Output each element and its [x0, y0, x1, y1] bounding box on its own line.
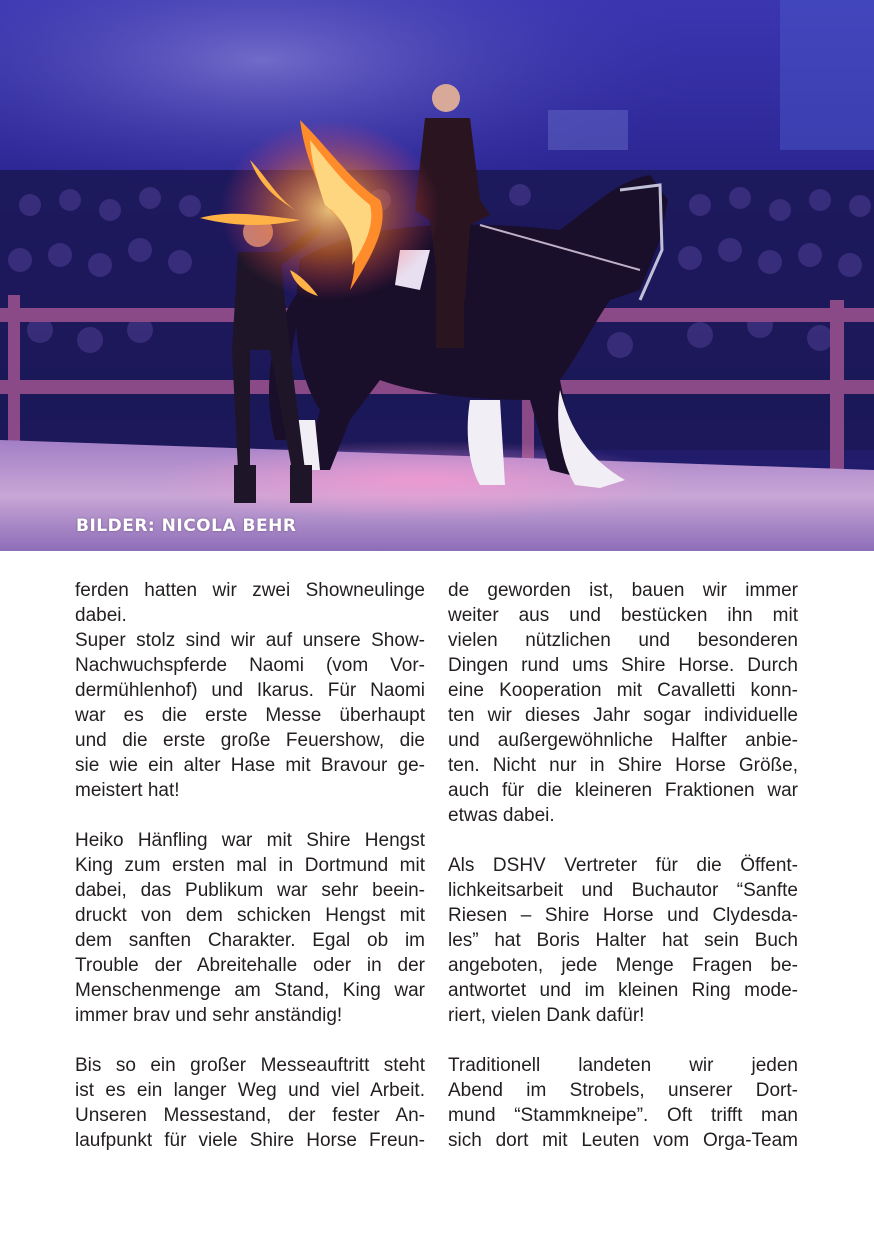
text-line: Menschenmenge am Stand, King war	[75, 980, 425, 1001]
paragraph-gap	[75, 1028, 425, 1053]
fire-show-photo	[0, 0, 874, 551]
text-line: sich dort mit Leuten vom Orga-Team	[448, 1130, 798, 1151]
text-line: Unseren Messestand, der fester An-	[75, 1105, 425, 1126]
text-line: druckt von dem schicken Hengst mit	[75, 905, 425, 926]
text-line: auch für die kleineren Fraktionen war	[448, 780, 798, 801]
text-line: les” hat Boris Halter hat sein Buch	[448, 930, 798, 951]
text-line: Abend im Strobels, unserer Dort-	[448, 1080, 798, 1101]
text-line: sie wie ein alter Hase mit Bravour ge-	[75, 755, 425, 776]
text-line: Bis so ein großer Messeauftritt steht	[75, 1055, 425, 1076]
text-line: weiter aus und bestücken ihn mit	[448, 605, 798, 626]
text-line: immer brav und sehr anständig!	[75, 1005, 343, 1026]
text-line: antwortet und im kleinen Ring mode-	[448, 980, 798, 1001]
text-line: riert, vielen Dank dafür!	[448, 1005, 645, 1026]
text-line: und die erste große Feuershow, die	[75, 730, 425, 751]
paragraph-gap	[75, 803, 425, 828]
text-line: vielen nützlichen und besonderen	[448, 630, 798, 651]
text-line: Riesen – Shire Horse und Clydesda-	[448, 905, 798, 926]
text-line: ten wir dieses Jahr sogar individuelle	[448, 705, 798, 726]
text-line: dabei, das Publikum war sehr beein-	[75, 880, 425, 901]
hero-photo	[0, 0, 874, 551]
text-line: Heiko Hänfling war mit Shire Hengst	[75, 830, 425, 851]
text-line: de geworden ist, bauen wir immer	[448, 580, 798, 601]
right-text-column	[448, 578, 798, 1153]
text-line: ist es ein langer Weg und viel Arbeit.	[75, 1080, 425, 1101]
text-line: Dingen rund ums Shire Horse. Durch	[448, 655, 798, 676]
text-line: lichkeitsarbeit und Buchautor “Sanfte	[448, 880, 798, 901]
text-line: Nachwuchspferde Naomi (vom Vor-	[75, 655, 425, 676]
text-line: mund “Stammkneipe”. Oft trifft man	[448, 1105, 798, 1126]
text-line: dem sanften Charakter. Egal ob im	[75, 930, 425, 951]
text-line: laufpunkt für viele Shire Horse Freun-	[75, 1130, 425, 1151]
text-line: ferden hatten wir zwei Showneulinge	[75, 580, 425, 601]
text-line: und außergewöhnliche Halfter anbie-	[448, 730, 798, 751]
text-line: Super stolz sind wir auf unsere Show-	[75, 630, 425, 651]
text-line: King zum ersten mal in Dortmund mit	[75, 855, 425, 876]
text-line: ten. Nicht nur in Shire Horse Größe,	[448, 755, 798, 776]
text-line: etwas dabei.	[448, 805, 555, 826]
paragraph-gap	[448, 1028, 798, 1053]
text-line: dermühlenhof) und Ikarus. Für Naomi	[75, 680, 425, 701]
photo-credit: BILDER: NICOLA BEHR	[76, 516, 297, 536]
text-line: meistert hat!	[75, 780, 180, 801]
text-line: war es die erste Messe überhaupt	[75, 705, 425, 726]
left-text-column	[75, 578, 425, 1153]
text-line: dabei.	[75, 605, 127, 626]
text-line: Traditionell landeten wir jeden	[448, 1055, 798, 1076]
text-line: Trouble der Abreitehalle oder in der	[75, 955, 425, 976]
text-line: Als DSHV Vertreter für die Öffent-	[448, 855, 798, 876]
text-line: eine Kooperation mit Cavalletti konn-	[448, 680, 798, 701]
paragraph-gap	[448, 828, 798, 853]
text-line: angeboten, jede Menge Fragen be-	[448, 955, 798, 976]
